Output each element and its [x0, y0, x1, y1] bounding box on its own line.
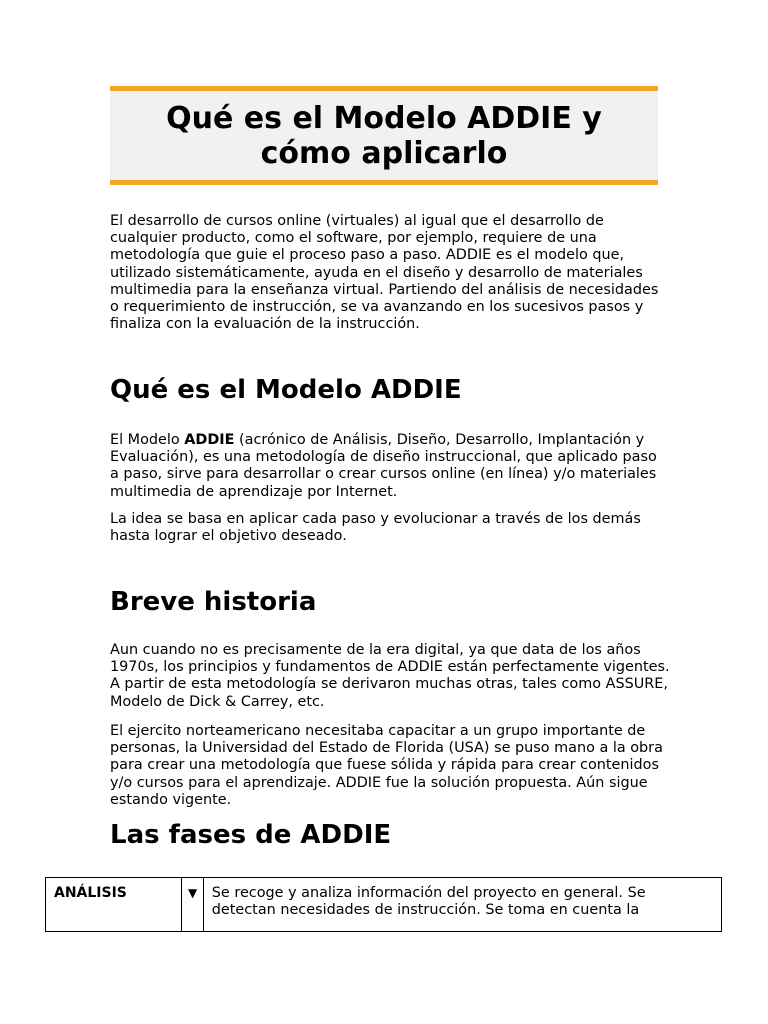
page-title: Qué es el Modelo ADDIE y cómo aplicarlo — [166, 100, 602, 171]
section-heading-historia: Breve historia — [110, 587, 317, 617]
section1-p1-rest: (acrónico de Análisis, Diseño, Desarrollo, Implantación y Evaluación), es una metodología de diseño instruccional, que aplicado paso a paso, sirve para desarrollar o crear cursos online (en línea) y/o materiales multimedia de aprendizaje por Internet. — [110, 432, 657, 500]
caret-down-icon[interactable]: ▼ — [182, 878, 203, 932]
table-row — [46, 878, 722, 932]
title-banner — [110, 86, 658, 185]
section-heading-que-es: Qué es el Modelo ADDIE — [110, 375, 462, 405]
section1-paragraph-1 — [110, 432, 670, 501]
phases-table — [45, 877, 722, 932]
section2-paragraph-1: Aun cuando no es precisamente de la era digital, ya que data de los años 1970s, los principios y fundamentos de ADDIE están perfectamente vigentes. A partir de esta metodología se derivaron muchas otras, tales como ASSURE, Modelo de Dick & Carrey, etc. — [110, 642, 670, 710]
phase-description-cell: Se recoge y analiza información del proyecto en general. Se detectan necesidades de instrucción. Se toma en cuenta la — [203, 878, 721, 932]
section1-p1-lead: El Modelo — [110, 432, 185, 448]
intro-paragraph: El desarrollo de cursos online (virtuales) al igual que el desarrollo de cualquier producto, como el software, por ejemplo, requiere de una metodología que guie el proceso paso a paso. ADDIE es el modelo que, utilizado sistemáticamente, ayuda en el diseño y desarrollo de materiales multimedia para la enseñanza virtual. Partiendo del análisis de necesidades o requerimiento de instrucción, se va avanzando en los sucesivos pasos y finaliza con la evaluación de la instrucción. — [110, 213, 659, 333]
phase-name-cell: ANÁLISIS — [46, 878, 182, 932]
section1-p1-bold: ADDIE — [184, 432, 235, 448]
section-heading-fases: Las fases de ADDIE — [110, 820, 392, 850]
section2-paragraph-2: El ejercito norteamericano necesitaba capacitar a un grupo importante de personas, la Universidad del Estado de Florida (USA) se puso mano a la obra para crear una metodología que fuese sólida y rápida para crear contenidos y/o cursos para el aprendizaje. ADDIE fue la solución propuesta. Aún sigue estando vigente. — [110, 723, 663, 808]
section1-paragraph-2: La idea se basa en aplicar cada paso y evolucionar a través de los demás hasta lograr el objetivo deseado. — [110, 511, 641, 545]
